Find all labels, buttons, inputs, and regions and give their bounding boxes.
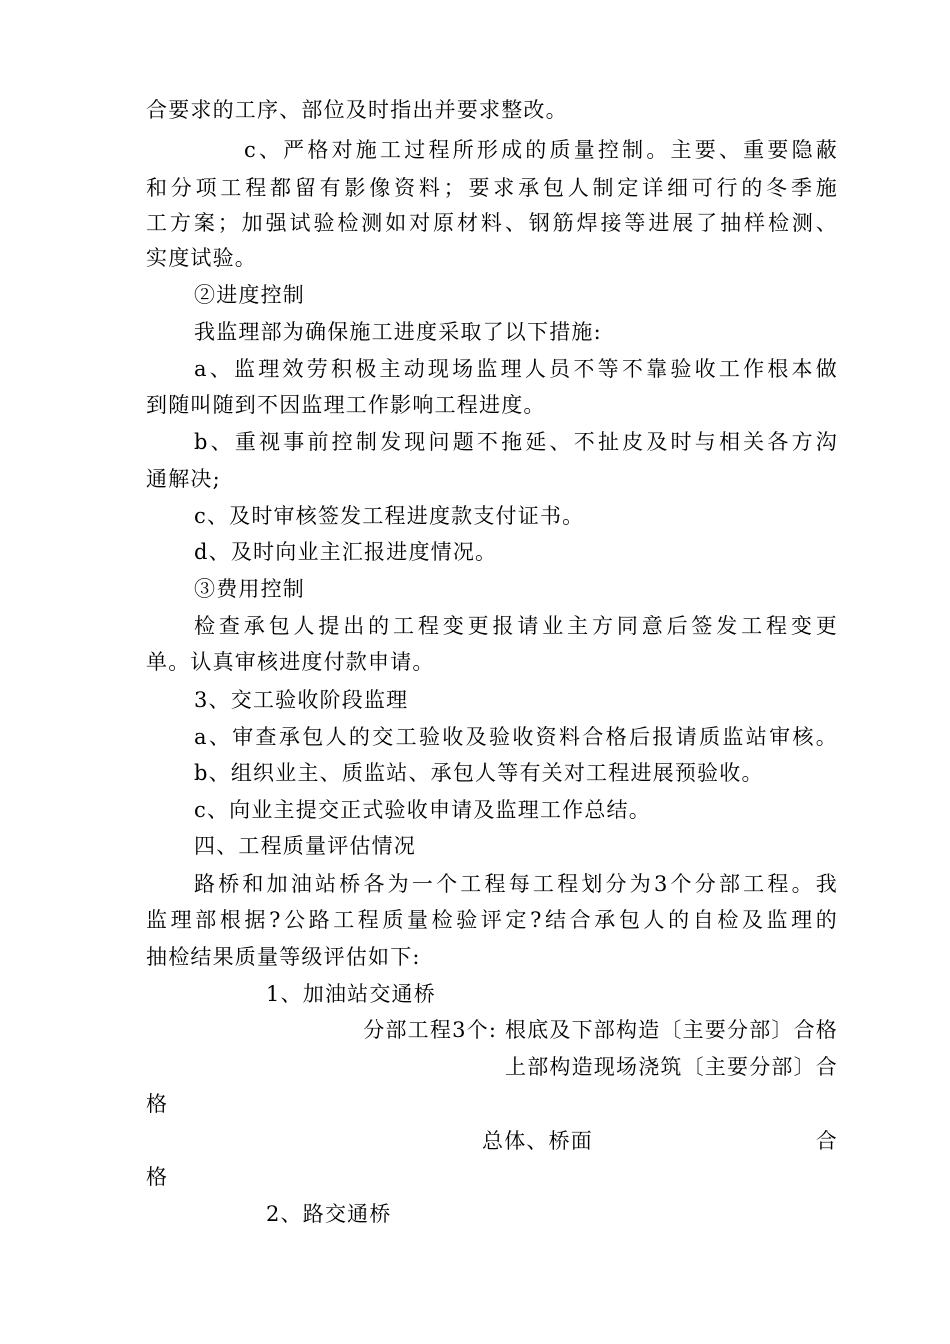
text-line: 总体、桥面 xyxy=(482,1129,593,1153)
section-heading: 四、工程质量评估情况 xyxy=(194,834,416,858)
text-line: 工方案；加强试验检测如对原材料、钢筋焊接等进展了抽样检测、 xyxy=(146,211,838,235)
text-line: ③费用控制 xyxy=(194,577,305,601)
text-line: b、组织业主、质监站、承包人等有关对工程进展预验收。 xyxy=(194,761,764,785)
text-line: 实度试验。 xyxy=(146,246,257,270)
text-line: c、向业主提交正式验收申请及监理工作总结。 xyxy=(194,798,651,822)
text-line: c、严格对施工过程所形成的质量控制。主要、重要隐蔽 xyxy=(244,138,838,162)
text-line: d、及时向业主汇报进度情况。 xyxy=(194,540,498,564)
text-line: 格 xyxy=(146,1165,169,1189)
text-line: 格 xyxy=(146,1092,169,1116)
text-line: b、重视事前控制发现问题不拖延、不扯皮及时与相关各方沟 xyxy=(194,430,838,454)
text-line: 上部构造现场浇筑〔主要分部〕合 xyxy=(505,1055,838,1079)
text-line: 1、加油站交通桥 xyxy=(266,982,436,1006)
text-line: 到随叫随到不因监理工作影响工程进度。 xyxy=(146,393,546,417)
text-line: 我监理部为确保施工进度采取了以下措施: xyxy=(194,320,602,344)
text-line: 通解决; xyxy=(146,467,221,491)
text-line: a、监理效劳积极主动现场监理人员不等不靠验收工作根本做 xyxy=(194,357,838,381)
text-line: 3、交工验收阶段监理 xyxy=(194,688,409,712)
text-line: 分部工程3个: 根底及下部构造〔主要分部〕合格 xyxy=(363,1018,838,1042)
text-line: ②进度控制 xyxy=(194,283,305,307)
text-line: 和分项工程都留有影像资料；要求承包人制定详细可行的冬季施 xyxy=(146,176,838,200)
text-line: 2、路交通桥 xyxy=(266,1202,392,1226)
text-line: 路桥和加油站桥各为一个工程每工程划分为3个分部工程。我 xyxy=(194,872,838,896)
text-line: 单。认真审核进度付款申请。 xyxy=(146,650,435,674)
text-line: a、审查承包人的交工验收及验收资料合格后报请质监站审核。 xyxy=(194,725,838,749)
text-line: 合 xyxy=(815,1129,838,1153)
text-line: 合要求的工序、部位及时指出并要求整改。 xyxy=(146,98,568,122)
text-line: 监理部根据?公路工程质量检验评定?结合承包人的自检及监理的 xyxy=(146,908,838,932)
text-line: 抽检结果质量等级评估如下: xyxy=(146,945,421,969)
text-line: c、及时审核签发工程进度款支付证书。 xyxy=(194,504,585,528)
text-line: 检查承包人提出的工程变更报请业主方同意后签发工程变更 xyxy=(194,614,838,638)
